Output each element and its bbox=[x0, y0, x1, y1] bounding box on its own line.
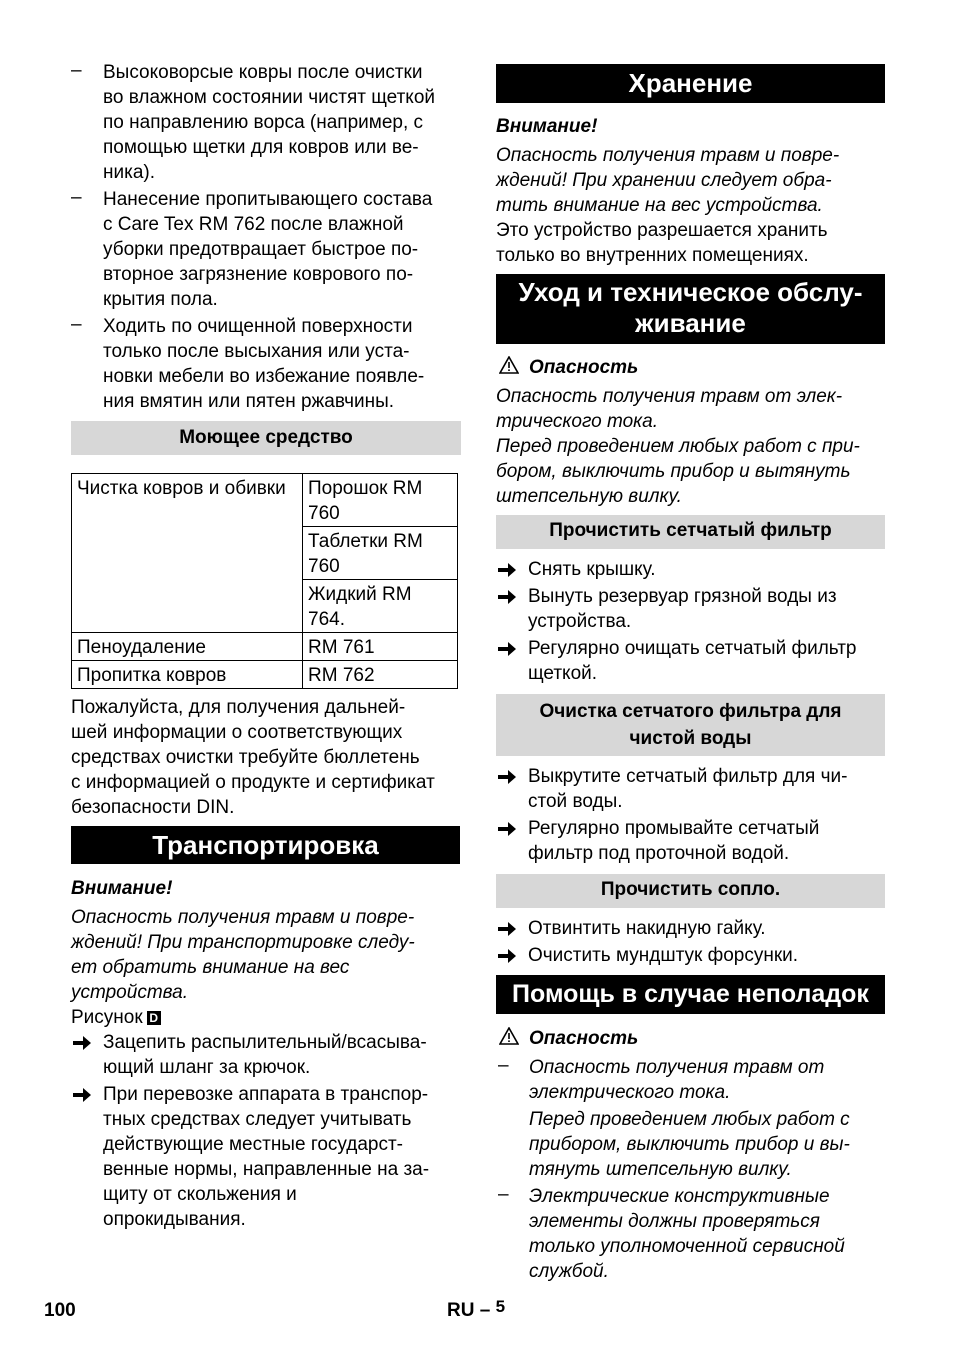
section-heading-help: Помощь в случае неполадок bbox=[496, 975, 885, 1014]
step-line: щиту от скольжения и bbox=[103, 1184, 297, 1205]
step-line: Зацепить распылительный/всасыва- bbox=[103, 1032, 427, 1053]
step-line: Очистить мундштук форсунки. bbox=[528, 945, 799, 966]
danger-line: элементы должны проверяться bbox=[529, 1211, 820, 1232]
danger-line: только уполномоченной сервисной bbox=[529, 1236, 845, 1257]
list-item-line: крытия пола. bbox=[103, 289, 218, 310]
danger-line: штепсельную вилку. bbox=[496, 486, 682, 507]
list-item-line: с Care Tex RM 762 после влажной bbox=[103, 214, 404, 235]
danger-line: Опасность получения травм от элек- bbox=[496, 386, 843, 407]
list-item-line: Нанесение пропитывающего состава bbox=[103, 189, 433, 210]
page-number: 100 bbox=[44, 1300, 76, 1321]
dash-marker: – bbox=[498, 1055, 509, 1076]
info-line: Пожалуйста, для получения дальней- bbox=[71, 697, 406, 718]
heading-line: чистой воды bbox=[629, 728, 752, 749]
table-cell: Чистка ковров и обивки bbox=[72, 474, 303, 633]
danger-line: тянуть штепсельную вилку. bbox=[529, 1159, 792, 1180]
step-line: устройства. bbox=[528, 611, 632, 632]
info-line: шей информации о соответствующих bbox=[71, 722, 403, 743]
table-cell: Таблетки RM 760 bbox=[303, 527, 458, 580]
step-line: Вынуть резервуар грязной воды из bbox=[528, 586, 837, 607]
info-line: средствах очистки требуйте бюллетень bbox=[71, 747, 420, 768]
step-line: фильтр под проточной водой. bbox=[528, 843, 790, 864]
arrow-right-icon bbox=[498, 770, 516, 784]
danger-line: бором, выключить прибор и вытянуть bbox=[496, 461, 851, 482]
heading-line: Уход и техническое обслу- bbox=[518, 277, 863, 307]
step-line: Отвинтить накидную гайку. bbox=[528, 918, 766, 939]
danger-line: Электрические конструктивные bbox=[529, 1186, 830, 1207]
figure-reference: Рисунок D bbox=[71, 1005, 161, 1030]
danger-line: службой. bbox=[529, 1261, 609, 1282]
danger-line: трического тока. bbox=[496, 411, 658, 432]
arrow-right-icon bbox=[498, 563, 516, 577]
danger-line: электрического тока. bbox=[529, 1082, 731, 1103]
page-footer-lang bbox=[447, 1298, 505, 1323]
arrow-right-icon bbox=[498, 642, 516, 656]
warning-line: устройства. bbox=[71, 982, 188, 1003]
table-cell: Пропитка ковров bbox=[72, 661, 303, 689]
detergent-table bbox=[71, 473, 458, 689]
step-line: щеткой. bbox=[528, 663, 598, 684]
arrow-right-icon bbox=[498, 922, 516, 936]
table-row bbox=[72, 661, 458, 689]
table-cell: Пеноудаление bbox=[72, 633, 303, 661]
section-heading-storage: Хранение bbox=[496, 64, 885, 103]
danger-line: прибором, выключить прибор и вы- bbox=[529, 1134, 850, 1155]
step-line: При перевозке аппарата в транспор- bbox=[103, 1084, 429, 1105]
list-item-line: по направлению ворса (например, с bbox=[103, 112, 424, 133]
list-item-line: во влажном состоянии чистят щеткой bbox=[103, 87, 436, 108]
list-item-line: уборки предотвращает быстрое по- bbox=[103, 239, 419, 260]
heading-line: Очистка сетчатого фильтра для bbox=[539, 701, 842, 722]
warning-line: ждений! При транспортировке следу- bbox=[71, 932, 415, 953]
list-item-line: новки мебели во избежание появле- bbox=[103, 366, 425, 387]
list-item-line: ника). bbox=[103, 162, 156, 183]
danger-line: Перед проведением любых работ с при- bbox=[496, 436, 860, 457]
danger-label: Опасность bbox=[529, 1028, 639, 1049]
list-item-line: Высоковорсые ковры после очистки bbox=[103, 62, 423, 83]
danger-line: Опасность получения травм от bbox=[529, 1057, 825, 1078]
dash-marker: – bbox=[71, 60, 82, 81]
dash-marker: – bbox=[71, 314, 82, 335]
warning-line: ет обратить внимание на вес bbox=[71, 957, 350, 978]
step-line: действующие местные государст- bbox=[103, 1134, 404, 1155]
section-heading-filter: Прочистить сетчатый фильтр bbox=[496, 515, 885, 549]
danger-label: Опасность bbox=[529, 357, 639, 378]
arrow-right-icon bbox=[498, 949, 516, 963]
list-item-line: ния вмятин или пятен ржавчины. bbox=[103, 391, 395, 412]
table-cell: Жидкий RM 764. bbox=[303, 580, 458, 633]
list-item-line: Ходить по очищенной поверхности bbox=[103, 316, 413, 337]
list-item-line: только после высыхания или уста- bbox=[103, 341, 410, 362]
step-line: Регулярно очищать сетчатый фильтр bbox=[528, 638, 857, 659]
warning-line: тить внимание на вес устройства. bbox=[496, 195, 823, 216]
dash-marker: – bbox=[498, 1184, 509, 1205]
table-row bbox=[72, 633, 458, 661]
warning-triangle-icon bbox=[499, 1027, 519, 1045]
step-line: ющий шланг за крючок. bbox=[103, 1057, 311, 1078]
footer-separator: – bbox=[479, 1300, 491, 1321]
info-line: с информацией о продукте и сертификат bbox=[71, 772, 435, 793]
attention-label: Внимание! bbox=[71, 878, 173, 899]
section-heading-detergent: Моющее средство bbox=[71, 421, 461, 455]
heading-line: живание bbox=[635, 308, 746, 338]
step-line: Выкрутите сетчатый фильтр для чи- bbox=[528, 766, 848, 787]
info-line: безопасности DIN. bbox=[71, 797, 235, 818]
storage-line: Это устройство разрешается хранить bbox=[496, 220, 828, 241]
figure-d-icon: D bbox=[147, 1011, 161, 1025]
arrow-right-icon bbox=[73, 1088, 91, 1102]
danger-line: Перед проведением любых работ с bbox=[529, 1109, 850, 1130]
sub-page-number: 5 bbox=[495, 1297, 506, 1316]
section-heading-nozzle: Прочистить сопло. bbox=[496, 874, 885, 908]
section-heading-care bbox=[496, 274, 885, 344]
step-line: тных средствах следует учитывать bbox=[103, 1109, 412, 1130]
step-line: опрокидывания. bbox=[103, 1209, 246, 1230]
table-row bbox=[72, 474, 458, 527]
step-line: Снять крышку. bbox=[528, 559, 656, 580]
arrow-right-icon bbox=[73, 1036, 91, 1050]
table-cell: RM 762 bbox=[303, 661, 458, 689]
section-heading-transport: Транспортировка bbox=[71, 826, 460, 864]
storage-line: только во внутренних помещениях. bbox=[496, 245, 809, 266]
arrow-right-icon bbox=[498, 590, 516, 604]
table-cell: Порошок RM 760 bbox=[303, 474, 458, 527]
dash-marker: – bbox=[71, 187, 82, 208]
arrow-right-icon bbox=[498, 822, 516, 836]
table-cell: RM 761 bbox=[303, 633, 458, 661]
section-heading-clean-filter bbox=[496, 694, 885, 756]
list-item-line: вторное загрязнение коврового по- bbox=[103, 264, 414, 285]
warning-line: ждений! При хранении следует обра- bbox=[496, 170, 832, 191]
warning-line: Опасность получения травм и повре- bbox=[71, 907, 415, 928]
attention-label: Внимание! bbox=[496, 116, 598, 137]
warning-triangle-icon bbox=[499, 356, 519, 374]
step-line: Регулярно промывайте сетчатый bbox=[528, 818, 820, 839]
step-line: стой воды. bbox=[528, 791, 623, 812]
lang-code: RU bbox=[447, 1300, 475, 1321]
step-line: венные нормы, направленные на за- bbox=[103, 1159, 430, 1180]
list-item-line: помощью щетки для ковров или ве- bbox=[103, 137, 419, 158]
warning-line: Опасность получения травм и повре- bbox=[496, 145, 840, 166]
